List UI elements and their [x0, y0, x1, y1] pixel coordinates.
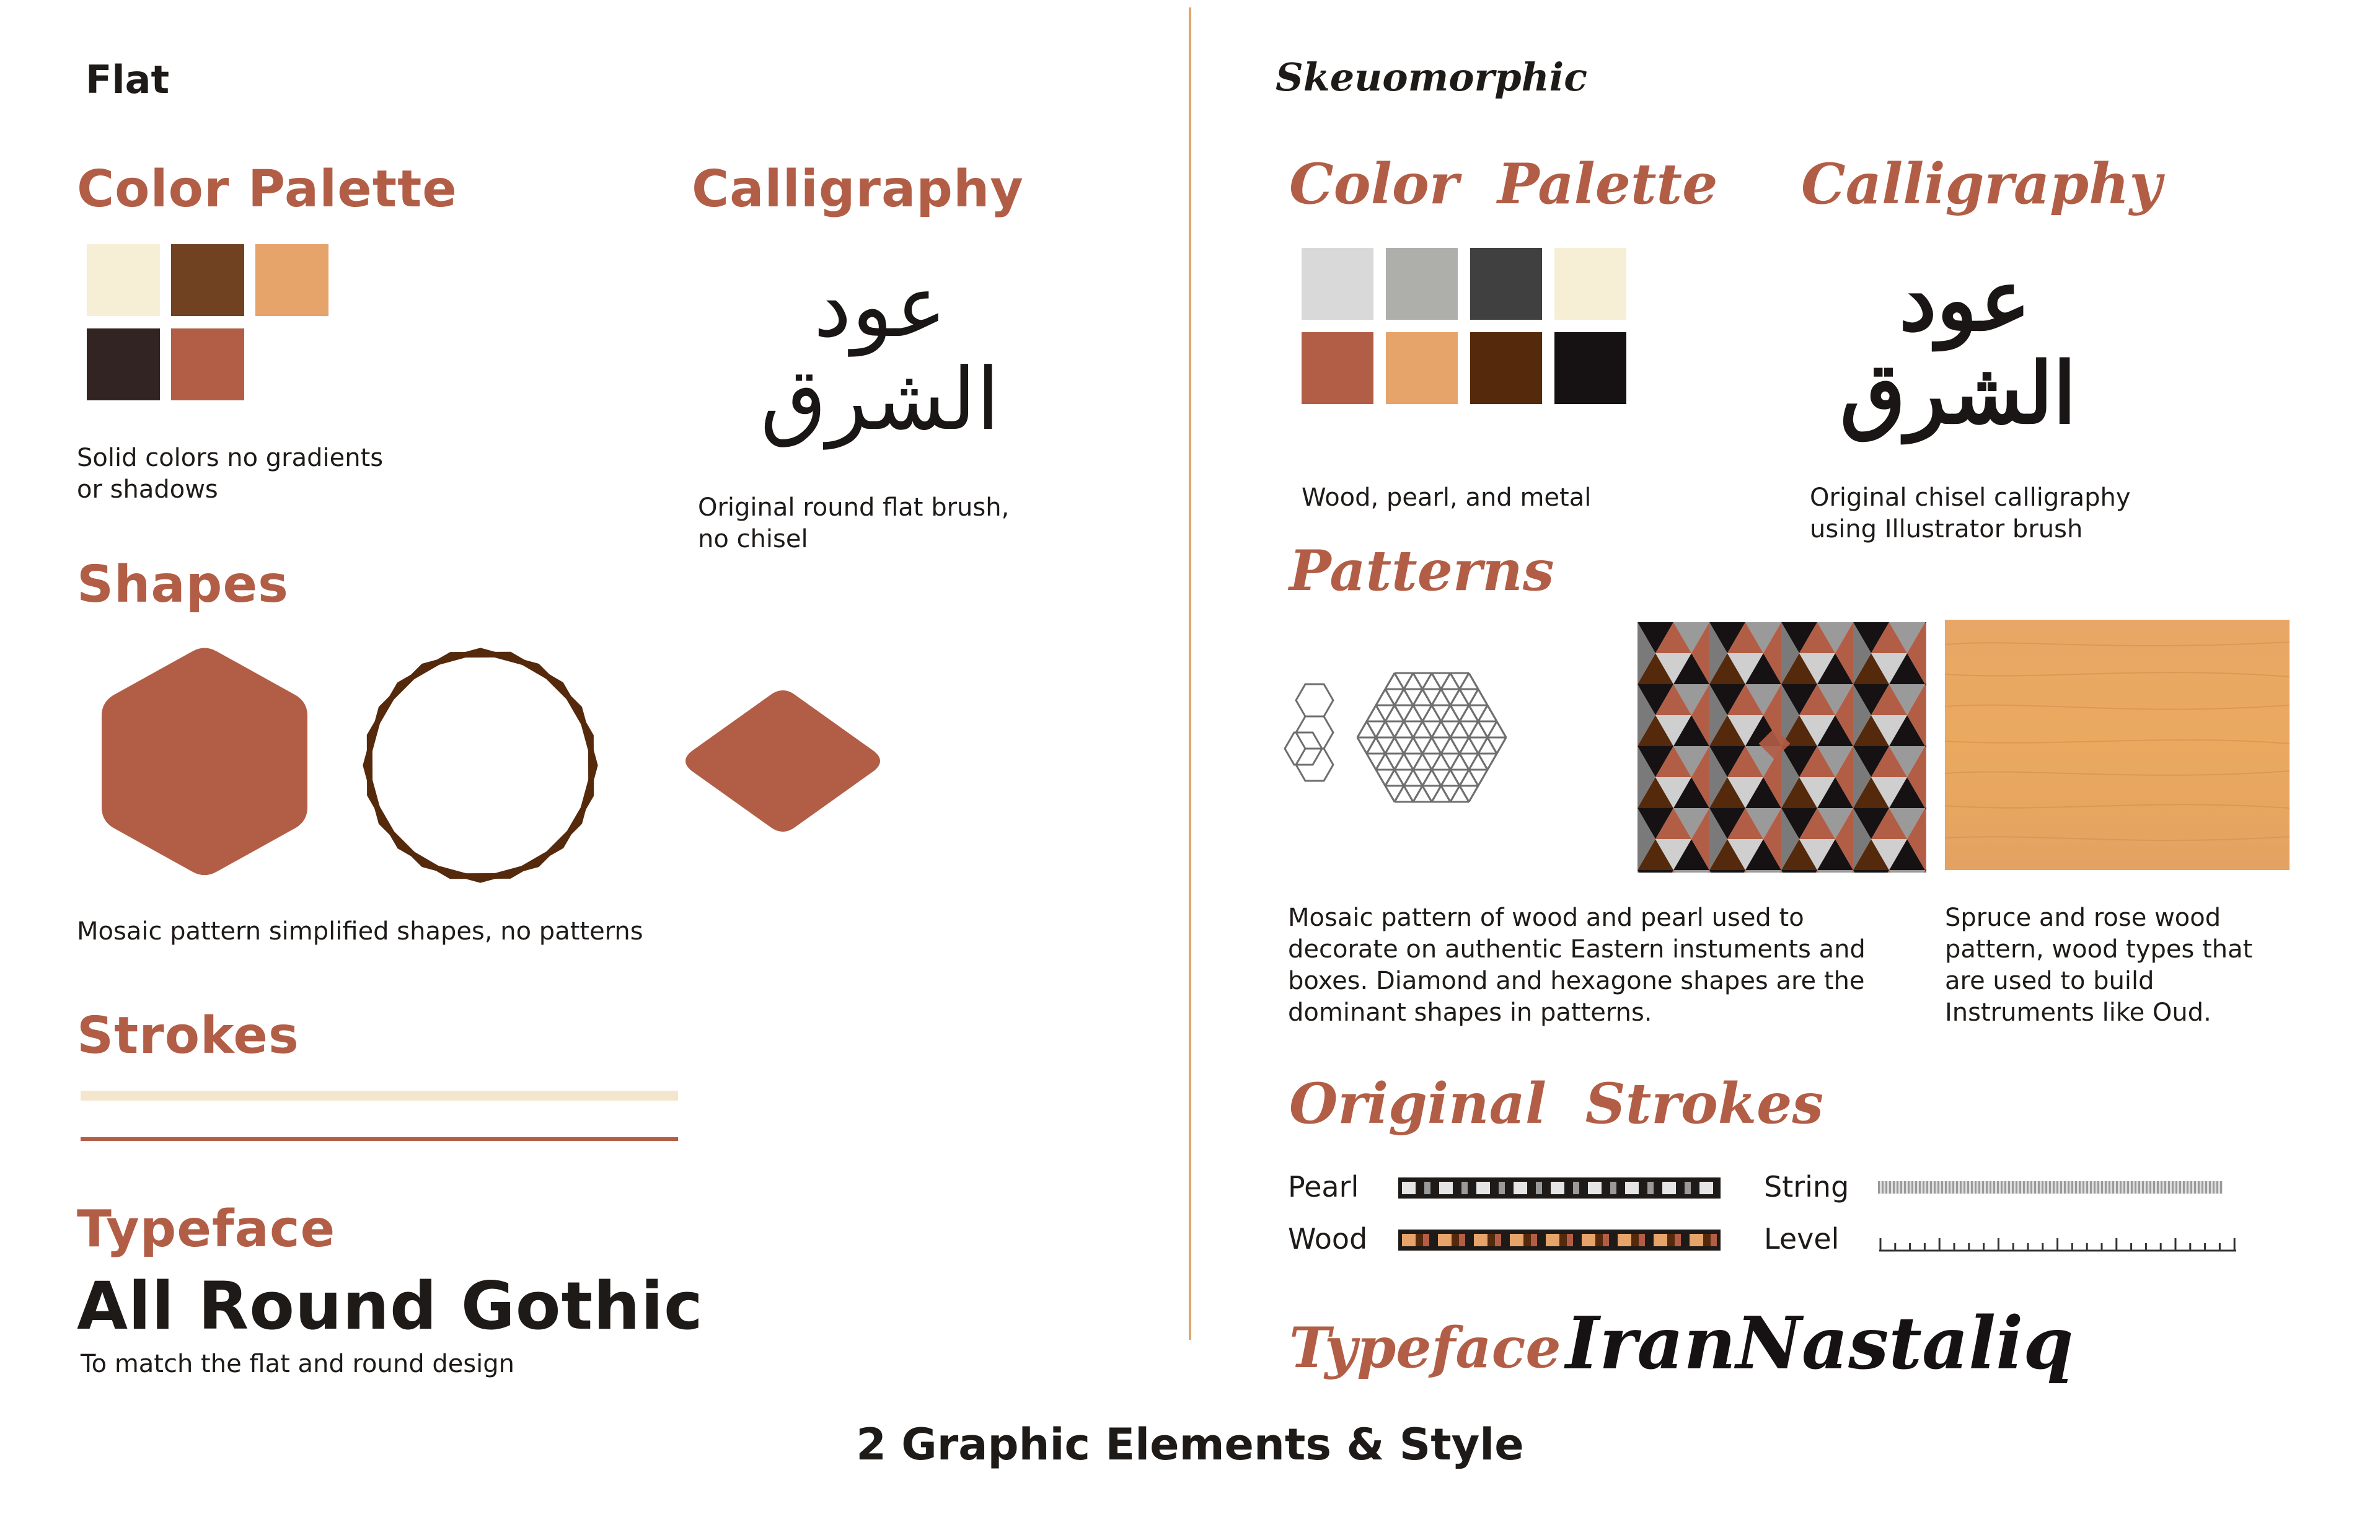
flat-typeface-sample: All Round Gothic — [77, 1268, 703, 1344]
lattice-line — [1385, 770, 1395, 786]
lattice-line — [1385, 786, 1395, 802]
lattice-line — [1450, 770, 1460, 786]
skeuo-swatch — [1470, 248, 1542, 320]
flat-calligraphy-caption: Original round flat brush, no chisel — [698, 493, 1010, 553]
lattice-line — [1460, 754, 1469, 770]
lattice-line — [1460, 786, 1469, 802]
skeuo-swatch — [1386, 248, 1458, 320]
skeuo-swatch — [1554, 332, 1626, 404]
skeuo-typeface-sample: IranNastaliq — [1566, 1301, 2074, 1386]
flat-section — [0, 0, 1178, 1425]
lattice-line — [1460, 689, 1469, 705]
lattice-line — [1422, 721, 1432, 737]
lattice-line — [1497, 737, 1506, 754]
lattice-line — [1395, 721, 1404, 737]
lattice-line — [1395, 754, 1404, 770]
flat-palette-heading: Color Palette — [77, 160, 457, 219]
lattice-line — [1404, 721, 1413, 737]
skeuo-patterns-heading: Patterns — [1289, 538, 1554, 604]
section-divider — [1189, 7, 1191, 1340]
lattice-line — [1367, 705, 1376, 721]
dodecagon-outline-shape — [340, 645, 620, 886]
lattice-line — [1478, 705, 1488, 721]
lattice-line — [1376, 737, 1385, 754]
skeuo-section — [1196, 0, 2380, 1425]
lattice-line — [1395, 673, 1404, 689]
flat-stroke-terracotta — [81, 1137, 678, 1141]
lattice-line — [1376, 721, 1385, 737]
lattice-line — [1469, 721, 1478, 737]
lattice-line — [1422, 689, 1432, 705]
triangle-grid-hexagon — [1357, 673, 1506, 802]
skeuo-palette — [1302, 248, 1649, 409]
skeuo-calligraphy-logo: عود الشرق — [1840, 251, 2076, 443]
lattice-line — [1460, 705, 1469, 721]
lattice-line — [1357, 721, 1367, 737]
lattice-line — [1385, 721, 1395, 737]
lattice-line — [1432, 721, 1441, 737]
lattice-line — [1450, 721, 1460, 737]
lattice-line — [1413, 721, 1422, 737]
flat-swatch — [171, 244, 244, 316]
skeuo-swatch — [1302, 248, 1373, 320]
lattice-line — [1450, 737, 1460, 754]
level-stroke-sample — [1878, 1233, 2237, 1254]
lattice-line — [1469, 737, 1478, 754]
lattice-line — [1450, 754, 1460, 770]
lattice-line — [1413, 705, 1422, 721]
lattice-line — [1432, 770, 1441, 786]
lattice-line — [1395, 786, 1404, 802]
flat-shapes-caption: Mosaic pattern simplified shapes, no patterns — [77, 917, 643, 946]
lattice-line — [1450, 689, 1460, 705]
lattice-line — [1469, 673, 1478, 689]
flat-palette-caption: Solid colors no gradients or shadows — [77, 444, 384, 504]
lattice-line — [1395, 705, 1404, 721]
lattice-line — [1413, 786, 1422, 802]
lattice-line — [1488, 721, 1497, 737]
lattice-line — [1450, 786, 1460, 802]
lattice-line — [1488, 737, 1497, 754]
lattice-line — [1488, 754, 1497, 770]
wood-grain-texture — [1945, 620, 2290, 870]
lattice-line — [1432, 754, 1441, 770]
flat-shapes — [93, 645, 899, 886]
lattice-line — [1432, 786, 1441, 802]
wood-caption: Spruce and rose wood pattern, wood types that are used to build Instruments like Oud. — [1945, 904, 2253, 1027]
lattice-line — [1385, 737, 1395, 754]
hexagon-shape — [102, 648, 307, 875]
lattice-line — [1367, 721, 1376, 737]
lattice-line — [1441, 721, 1450, 737]
lattice-line — [1441, 754, 1450, 770]
pearl-stroke-sample — [1398, 1177, 1721, 1199]
mosaic-pattern-tile — [1637, 622, 1926, 873]
lattice-line — [1422, 673, 1432, 689]
skeuo-palette-caption: Wood, pearl, and metal — [1302, 483, 1592, 512]
flat-swatch — [255, 244, 328, 316]
lattice-line — [1478, 737, 1488, 754]
lattice-line — [1376, 705, 1385, 721]
skeuo-swatch — [1386, 332, 1458, 404]
lattice-line — [1469, 770, 1478, 786]
lattice-line — [1367, 754, 1376, 770]
lattice-line — [1478, 754, 1488, 770]
hexagon-lattice-pattern — [1277, 632, 1574, 830]
wood-stroke-sample — [1398, 1230, 1721, 1251]
lattice-line — [1413, 673, 1422, 689]
lattice-line — [1441, 673, 1450, 689]
mosaic-caption: Mosaic pattern of wood and pearl used to decorate on authentic Eastern instuments and boxes. Diamond and hexagone shapes are the dominant shapes in patterns. — [1288, 904, 1866, 1027]
lattice-line — [1441, 737, 1450, 754]
lattice-line — [1460, 737, 1469, 754]
lattice-line — [1404, 770, 1413, 786]
lattice-line — [1385, 754, 1395, 770]
lattice-line — [1432, 737, 1441, 754]
lattice-line — [1413, 754, 1422, 770]
flat-typeface-caption: To match the flat and round design — [81, 1350, 515, 1378]
stroke-label-wood: Wood — [1288, 1222, 1368, 1256]
lattice-line — [1385, 689, 1395, 705]
lattice-line — [1469, 786, 1478, 802]
lattice-line — [1422, 770, 1432, 786]
stroke-label-pearl: Pearl — [1288, 1170, 1359, 1203]
stroke-label-string: String — [1764, 1170, 1849, 1203]
lattice-line — [1441, 705, 1450, 721]
lattice-line — [1376, 689, 1385, 705]
flat-calligraphy-logo: عود الشرق — [760, 257, 1000, 449]
lattice-line — [1404, 737, 1413, 754]
skeuo-swatch — [1470, 332, 1542, 404]
lattice-line — [1432, 673, 1441, 689]
lattice-line — [1488, 705, 1497, 721]
stacked-hexagons — [1285, 684, 1333, 781]
lattice-line — [1460, 673, 1469, 689]
lattice-line — [1441, 689, 1450, 705]
lattice-line — [1413, 737, 1422, 754]
lattice-line — [1432, 689, 1441, 705]
skeuo-swatch — [1554, 248, 1626, 320]
lattice-line — [1478, 721, 1488, 737]
lattice-line — [1460, 721, 1469, 737]
lattice-line — [1385, 673, 1395, 689]
skeuo-swatch — [1302, 332, 1373, 404]
lattice-line — [1422, 737, 1432, 754]
lattice-line — [1404, 689, 1413, 705]
lattice-line — [1422, 786, 1432, 802]
lattice-line — [1376, 770, 1385, 786]
lattice-line — [1478, 770, 1488, 786]
flat-swatch — [171, 328, 244, 400]
lattice-line — [1404, 673, 1413, 689]
lattice-line — [1404, 786, 1413, 802]
lattice-line — [1395, 737, 1404, 754]
lattice-line — [1478, 689, 1488, 705]
skeuo-strokes-heading: Original Strokes — [1289, 1071, 1824, 1137]
lattice-line — [1404, 754, 1413, 770]
flat-stroke-cream — [81, 1091, 678, 1101]
flat-shapes-heading: Shapes — [77, 555, 289, 614]
lattice-line — [1404, 705, 1413, 721]
lattice-line — [1422, 754, 1432, 770]
lattice-line — [1376, 754, 1385, 770]
lattice-line — [1450, 673, 1460, 689]
lattice-line — [1413, 689, 1422, 705]
lattice-line — [1441, 786, 1450, 802]
lattice-line — [1460, 770, 1469, 786]
skeuo-typeface-heading: Typeface — [1289, 1315, 1561, 1381]
flat-strokes-heading: Strokes — [77, 1006, 299, 1065]
lattice-line — [1432, 705, 1441, 721]
lattice-line — [1413, 770, 1422, 786]
lattice-line — [1385, 705, 1395, 721]
lattice-line — [1450, 705, 1460, 721]
flat-swatch — [87, 328, 160, 400]
lattice-line — [1422, 705, 1432, 721]
lattice-line — [1469, 705, 1478, 721]
flat-palette — [87, 244, 335, 405]
skeuo-calligraphy-heading: Calligraphy — [1801, 151, 2162, 217]
skeuo-palette-heading: Color Palette — [1289, 151, 1718, 217]
lattice-line — [1367, 737, 1376, 754]
lattice-line — [1357, 737, 1367, 754]
diamond-shape — [685, 690, 880, 832]
flat-section-label: Flat — [86, 57, 170, 102]
lattice-line — [1469, 754, 1478, 770]
skeuo-section-label: Skeuomorphic — [1276, 55, 1587, 100]
skeuo-calligraphy-caption: Original chisel calligraphy using Illustrator brush — [1810, 483, 2131, 543]
stroke-label-level: Level — [1764, 1222, 1840, 1256]
footer-title: 2 Graphic Elements & Style — [856, 1419, 1524, 1470]
flat-calligraphy-heading: Calligraphy — [692, 160, 1024, 219]
lattice-line — [1441, 770, 1450, 786]
flat-swatch — [87, 244, 160, 316]
string-stroke-sample — [1878, 1181, 2223, 1194]
flat-typeface-heading: Typeface — [77, 1200, 336, 1259]
lattice-line — [1395, 689, 1404, 705]
lattice-line — [1395, 770, 1404, 786]
lattice-line — [1497, 721, 1506, 737]
lattice-line — [1469, 689, 1478, 705]
